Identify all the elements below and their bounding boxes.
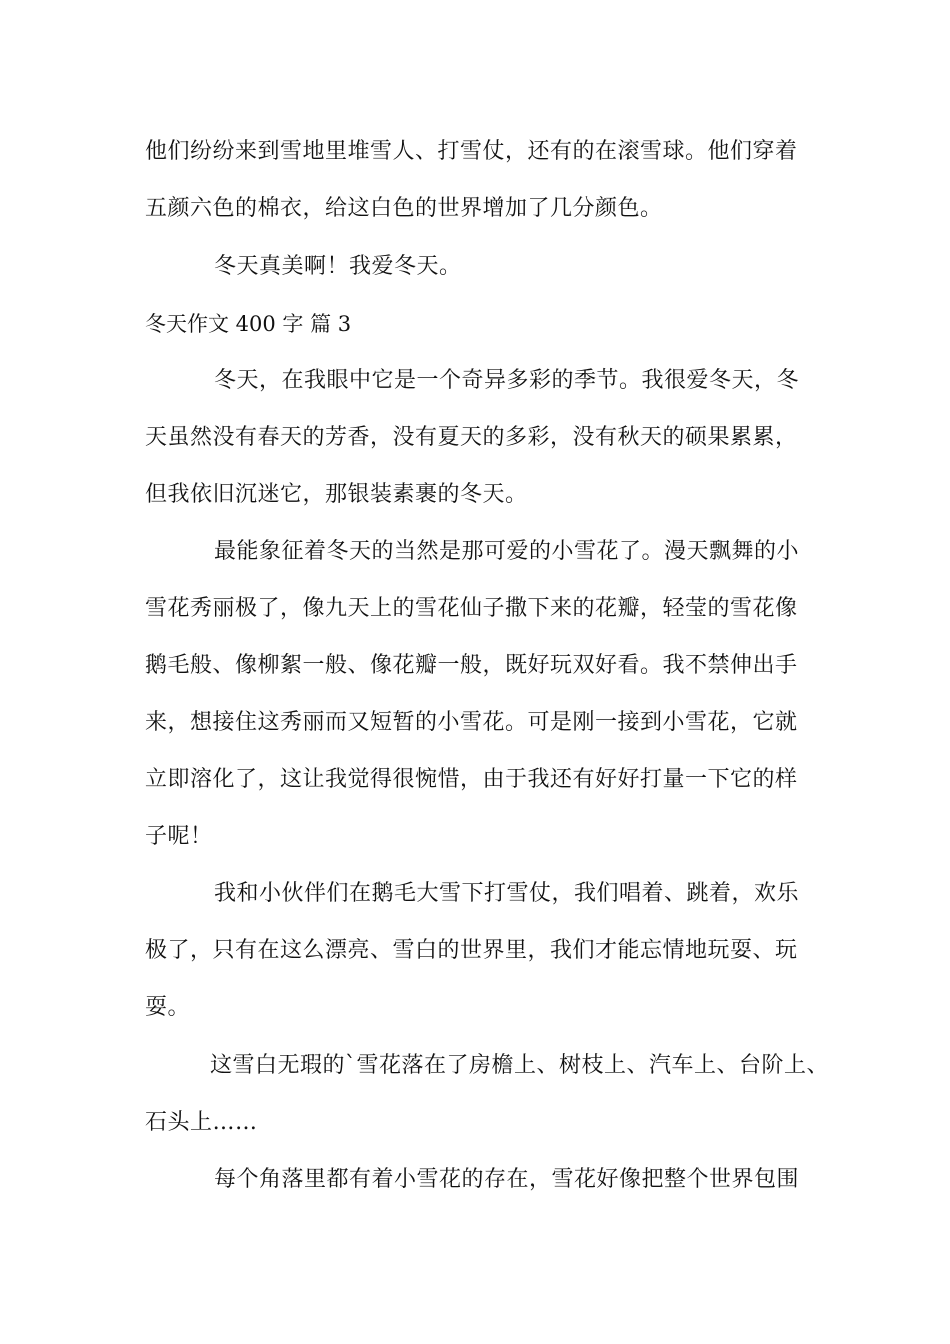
text-line: 子呢！ [145,824,213,849]
text-line: 极了，只有在这么漂亮、雪白的世界里，我们才能忘情地玩耍、玩 [145,938,798,963]
text-line: 雪花秀丽极了，像九天上的雪花仙子撒下来的花瓣，轻莹的雪花像 [145,596,798,621]
text-line: 我和小伙伴们在鹅毛大雪下打雪仗，我们唱着、跳着，欢乐 [214,881,800,906]
text-line: 但我依旧沉迷它，那银装素裹的冬天。 [145,482,528,507]
text-line: 每个角落里都有着小雪花的存在，雪花好像把整个世界包围 [214,1167,800,1192]
section-heading: 冬天作文 400 字 篇 3 [145,312,352,336]
text-line: 立即溶化了，这让我觉得很惋惜，由于我还有好好打量一下它的样 [145,767,798,792]
text-line: 冬天，在我眼中它是一个奇异多彩的季节。我很爱冬天，冬 [214,368,800,393]
text-line: 冬天真美啊！我爱冬天。 [214,254,462,279]
text-line: 五颜六色的棉衣，给这白色的世界增加了几分颜色。 [145,196,663,221]
text-line: 天虽然没有春天的芳香，没有夏天的多彩，没有秋天的硕果累累， [145,425,798,450]
text-line: 来，想接住这秀丽而又短暂的小雪花。可是刚一接到小雪花，它就 [145,710,798,735]
text-line: 石头上…… [145,1110,258,1135]
text-line: 最能象征着冬天的当然是那可爱的小雪花了。漫天飘舞的小 [214,539,800,564]
text-line: 这雪白无瑕的`雪花落在了房檐上、树枝上、汽车上、台阶上、 [210,1053,830,1078]
text-line: 鹅毛般、像柳絮一般、像花瓣一般，既好玩双好看。我不禁伸出手 [145,653,798,678]
text-line: 他们纷纷来到雪地里堆雪人、打雪仗，还有的在滚雪球。他们穿着 [145,139,798,164]
text-line: 耍。 [145,995,191,1020]
